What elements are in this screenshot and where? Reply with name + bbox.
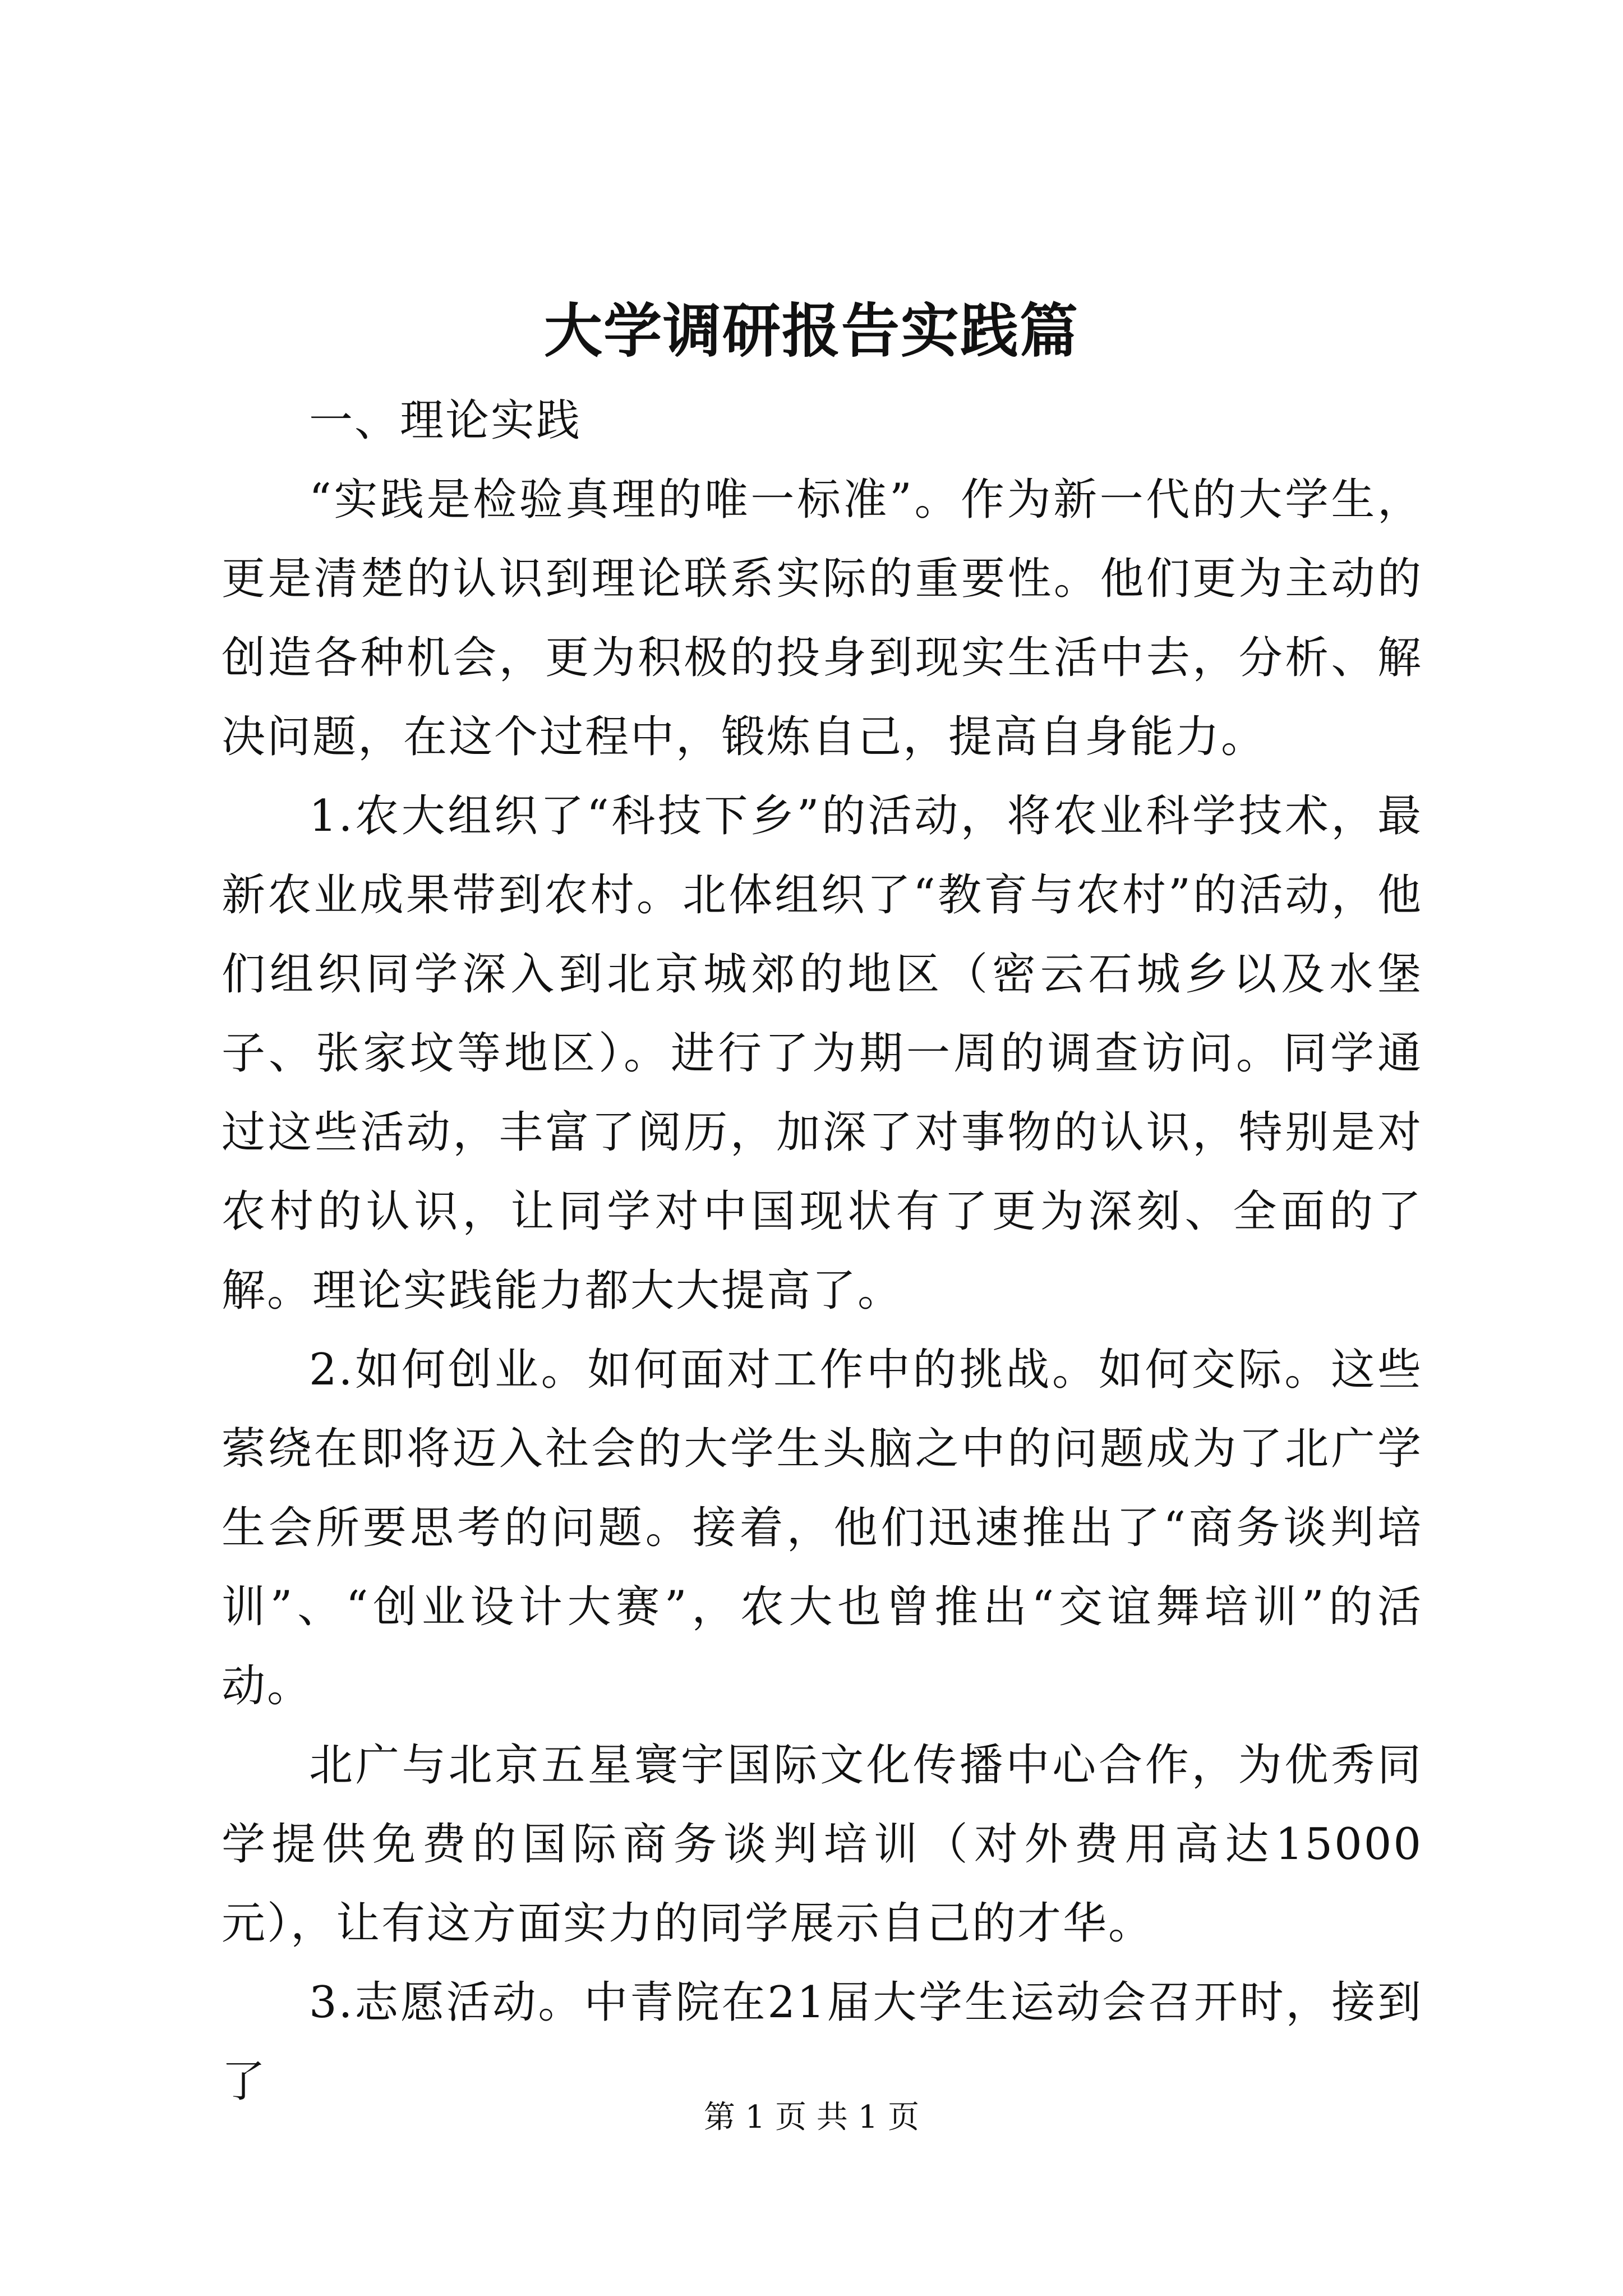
paragraph: 2.如何创业。如何面对工作中的挑战。如何交际。这些萦绕在即将迈入社会的大学生头脑之中的问题成为了北广学生会所要思考的问题。接着，他们迅速推出了“商务谈判培训”、“创业设计大赛”，农大也曾推出“交谊舞培训”的活动。 — [222, 1345, 1423, 1711]
document-body — [222, 381, 1423, 2122]
paragraph: “实践是检验真理的唯一标准”。作为新一代的大学生，更是清楚的认识到理论联系实际的重要性。他们更为主动的创造各种机会，更为积极的投身到现实生活中去，分析、解决问题，在这个过程中，锻炼自己，提高自身能力。 — [222, 475, 1423, 762]
page-footer: 第 1 页 共 1 页 — [703, 2099, 920, 2136]
paragraph: 3.志愿活动。中青院在21届大学生运动会召开时，接到了 — [222, 1977, 1423, 2107]
paragraph: 1.农大组织了“科技下乡”的活动，将农业科学技术，最新农业成果带到农村。北体组织了“教育与农村”的活动，他们组织同学深入到北京城郊的地区（密云石城乡以及水堡子、张家坟等地区）。进行了为期一周的调查访问。同学通过这些活动，丰富了阅历，加深了对事物的认识，特别是对农村的认识，让同学对中国现状有了更为深刻、全面的了解。理论实践能力都大大提高了。 — [222, 791, 1423, 1316]
section-heading: 一、理论实践 — [309, 395, 582, 446]
document-title: 大学调研报告实践篇 — [543, 296, 1079, 365]
paragraph: 北广与北京五星寰宇国际文化传播中心合作，为优秀同学提供免费的国际商务谈判培训（对外费用高达15000元），让有这方面实力的同学展示自己的才华。 — [222, 1740, 1423, 1949]
